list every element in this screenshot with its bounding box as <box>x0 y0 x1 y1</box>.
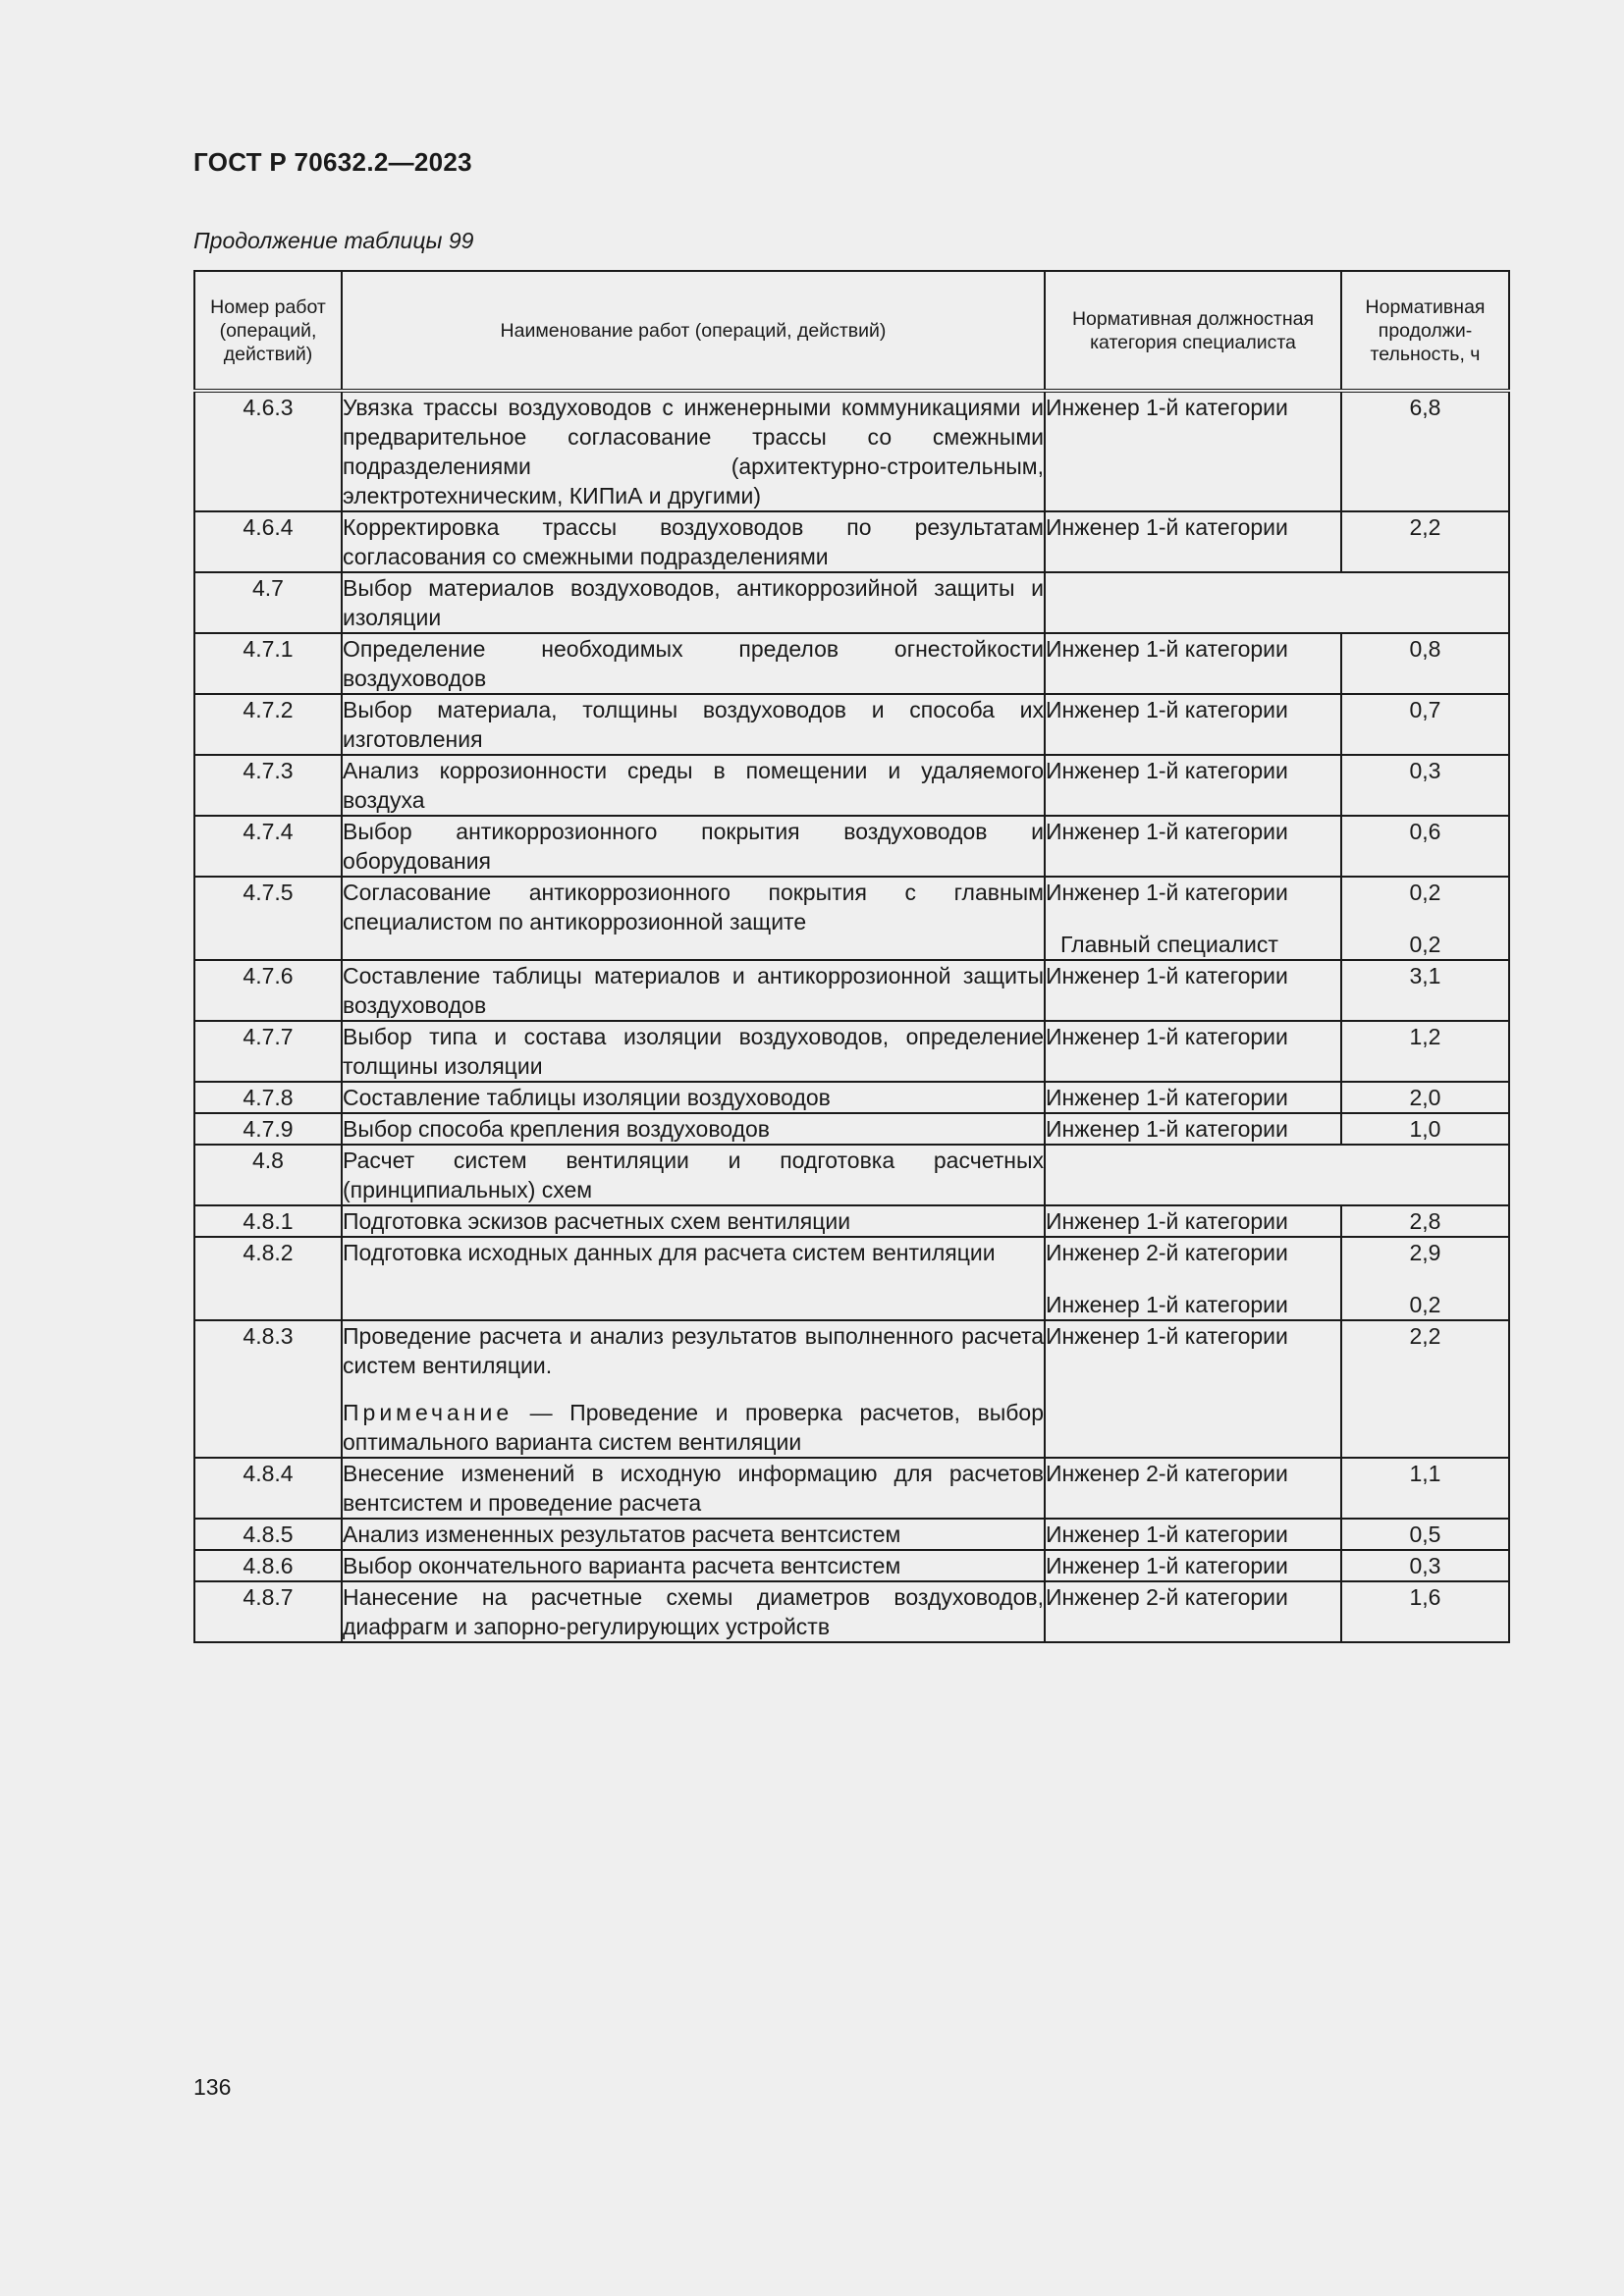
specialist-category: Инженер 2-й категории <box>1046 1584 1288 1610</box>
page-number: 136 <box>193 2074 232 2100</box>
table-row <box>194 633 1509 694</box>
duration-cell <box>1341 391 1509 511</box>
duration-value: 2,0 <box>1409 1085 1441 1110</box>
work-name-text: Анализ коррозионности среды в помещении и удаляемого воздуха <box>343 758 1044 813</box>
duration-cell <box>1341 694 1509 755</box>
table-row <box>194 816 1509 877</box>
table-row <box>194 1550 1509 1581</box>
duration-value: 0,2 <box>1409 1292 1441 1317</box>
work-number-cell: 4.8.6 <box>194 1550 342 1581</box>
specialist-category: Инженер 1-й категории <box>1046 880 1288 905</box>
work-name-cell <box>342 572 1045 633</box>
work-name-text: Выбор окончательного варианта расчета вентсистем <box>343 1553 901 1578</box>
work-name-cell <box>342 1519 1045 1550</box>
work-number-cell: 4.7.1 <box>194 633 342 694</box>
group-empty-cell <box>1045 1145 1509 1205</box>
work-name-text: Увязка трассы воздуховодов с инженерными коммуникациями и предварительное согласование трассы со смежными подразделениями (архитектурно-строительным, электротехническим, КИПиА и другими) <box>343 395 1044 508</box>
duration-value: 0,3 <box>1409 758 1441 783</box>
table-row <box>194 755 1509 816</box>
work-number-cell: 4.7 <box>194 572 342 633</box>
work-name-cell <box>342 633 1045 694</box>
specialist-category-cell <box>1045 877 1341 960</box>
table-row <box>194 877 1509 960</box>
work-name-text: Нанесение на расчетные схемы диаметров воздуховодов, диафрагм и запорно-регулирующих устройств <box>343 1584 1044 1639</box>
work-norms-table <box>193 270 1510 1643</box>
work-name-text: Подготовка эскизов расчетных схем вентиляции <box>343 1208 851 1234</box>
specialist-category-cell <box>1045 1205 1341 1237</box>
work-number-cell: 4.6.4 <box>194 511 342 572</box>
specialist-category: Инженер 1-й категории <box>1046 636 1288 662</box>
duration-cell <box>1341 1519 1509 1550</box>
specialist-category-cell <box>1045 960 1341 1021</box>
duration-value: 0,2 <box>1409 932 1441 957</box>
duration-value: 2,2 <box>1409 514 1441 540</box>
specialist-category: Инженер 1-й категории <box>1046 963 1288 988</box>
duration-cell <box>1341 511 1509 572</box>
work-name-cell <box>342 1113 1045 1145</box>
specialist-category: Инженер 1-й категории <box>1046 758 1288 783</box>
table-row <box>194 1021 1509 1082</box>
specialist-category-cell <box>1045 1082 1341 1113</box>
duration-cell <box>1341 1113 1509 1145</box>
work-number-cell: 4.7.2 <box>194 694 342 755</box>
work-name-cell <box>342 1205 1045 1237</box>
work-name-cell <box>342 877 1045 960</box>
duration-cell <box>1341 877 1509 960</box>
duration-value: 0,7 <box>1409 697 1441 722</box>
specialist-category: Инженер 2-й категории <box>1046 1240 1288 1265</box>
work-number-cell: 4.8.5 <box>194 1519 342 1550</box>
duration-value: 3,1 <box>1409 963 1441 988</box>
work-name-text: Внесение изменений в исходную информацию для расчетов вентсистем и проведение расчета <box>343 1461 1044 1516</box>
duration-value: 6,8 <box>1409 395 1441 420</box>
specialist-category-cell <box>1045 694 1341 755</box>
specialist-category-cell <box>1045 816 1341 877</box>
specialist-category-cell <box>1045 633 1341 694</box>
work-name-cell <box>342 1458 1045 1519</box>
duration-value: 0,2 <box>1409 880 1441 905</box>
work-name-text: Корректировка трассы воздуховодов по результатам согласования со смежными подразделениями <box>343 514 1044 569</box>
work-name-cell <box>342 511 1045 572</box>
table-row <box>194 694 1509 755</box>
duration-value: 0,6 <box>1409 819 1441 844</box>
work-number-cell: 4.8.4 <box>194 1458 342 1519</box>
work-name-cell <box>342 1021 1045 1082</box>
duration-cell <box>1341 755 1509 816</box>
work-name-cell <box>342 694 1045 755</box>
duration-value: 0,8 <box>1409 636 1441 662</box>
work-name-cell <box>342 391 1045 511</box>
work-name-text: Согласование антикоррозионного покрытия с главным специалистом по антикоррозионной защите <box>343 880 1044 934</box>
specialist-category: Инженер 1-й категории <box>1046 1323 1288 1349</box>
specialist-category-cell <box>1045 511 1341 572</box>
work-name-cell <box>342 1082 1045 1113</box>
specialist-category: Главный специалист <box>1060 932 1278 957</box>
work-name-text: Выбор антикоррозионного покрытия воздуховодов и оборудования <box>343 819 1044 874</box>
table-row <box>194 1320 1509 1458</box>
work-name-text: Составление таблицы изоляции воздуховодов <box>343 1085 831 1110</box>
work-name-text: Подготовка исходных данных для расчета систем вентиляции <box>343 1240 996 1265</box>
duration-value: 2,2 <box>1409 1323 1441 1349</box>
specialist-category-cell <box>1045 1320 1341 1458</box>
work-number-cell: 4.7.6 <box>194 960 342 1021</box>
duration-value: 0,3 <box>1409 1553 1441 1578</box>
work-name-cell <box>342 960 1045 1021</box>
work-name-text: Расчет систем вентиляции и подготовка расчетных (принципиальных) схем <box>343 1148 1044 1202</box>
duration-cell <box>1341 633 1509 694</box>
specialist-category: Инженер 1-й категории <box>1046 1085 1288 1110</box>
duration-cell <box>1341 1205 1509 1237</box>
duration-value: 1,2 <box>1409 1024 1441 1049</box>
table-row <box>194 1113 1509 1145</box>
work-number-cell: 4.8.2 <box>194 1237 342 1320</box>
specialist-category-cell <box>1045 1021 1341 1082</box>
duration-value: 1,0 <box>1409 1116 1441 1142</box>
duration-cell <box>1341 816 1509 877</box>
table-row <box>194 1458 1509 1519</box>
specialist-category: Инженер 1-й категории <box>1046 395 1288 420</box>
specialist-category: Инженер 1-й категории <box>1046 819 1288 844</box>
work-name-text: Выбор способа крепления воздуховодов <box>343 1116 771 1142</box>
work-name-cell <box>342 755 1045 816</box>
work-name-cell <box>342 1145 1045 1205</box>
work-name-text: Выбор материала, толщины воздуховодов и способа их изготовления <box>343 697 1044 752</box>
specialist-category: Инженер 1-й категории <box>1046 1208 1288 1234</box>
work-name-cell <box>342 1320 1045 1458</box>
group-empty-cell <box>1045 572 1509 633</box>
table-row <box>194 1581 1509 1642</box>
duration-value: 0,5 <box>1409 1522 1441 1547</box>
specialist-category-cell <box>1045 391 1341 511</box>
header-duration: Нормативная продолжи-тельность, ч <box>1341 271 1509 391</box>
duration-cell <box>1341 1082 1509 1113</box>
table-header-row <box>194 271 1509 391</box>
work-number-cell: 4.7.3 <box>194 755 342 816</box>
work-number-cell: 4.8 <box>194 1145 342 1205</box>
specialist-category: Инженер 1-й категории <box>1046 514 1288 540</box>
specialist-category-cell <box>1045 1519 1341 1550</box>
specialist-category: Инженер 1-й категории <box>1046 1292 1288 1317</box>
specialist-category: Инженер 1-й категории <box>1046 1024 1288 1049</box>
specialist-category-cell <box>1045 1237 1341 1320</box>
work-number-cell: 4.8.1 <box>194 1205 342 1237</box>
work-name-text: Проведение расчета и анализ результатов выполненного расчета систем вентиляции. <box>343 1323 1044 1378</box>
header-work-number: Номер работ (операций, действий) <box>194 271 342 391</box>
specialist-category: Инженер 1-й категории <box>1046 1522 1288 1547</box>
duration-cell <box>1341 960 1509 1021</box>
table-row <box>194 960 1509 1021</box>
work-number-cell: 4.7.7 <box>194 1021 342 1082</box>
document-header: ГОСТ Р 70632.2—2023 <box>193 147 472 177</box>
work-name-text: Выбор типа и состава изоляции воздуховодов, определение толщины изоляции <box>343 1024 1044 1079</box>
table-row <box>194 1237 1509 1320</box>
table-row <box>194 1082 1509 1113</box>
table-row <box>194 1519 1509 1550</box>
work-name-text: Определение необходимых пределов огнестойкости воздуховодов <box>343 636 1044 691</box>
specialist-category-cell <box>1045 1458 1341 1519</box>
duration-cell <box>1341 1320 1509 1458</box>
work-note <box>343 1398 1044 1457</box>
specialist-category-cell <box>1045 755 1341 816</box>
work-name-text: Выбор материалов воздуховодов, антикоррозийной защиты и изоляции <box>343 575 1044 630</box>
work-number-cell: 4.8.7 <box>194 1581 342 1642</box>
table-row <box>194 572 1509 633</box>
specialist-category: Инженер 2-й категории <box>1046 1461 1288 1486</box>
duration-cell <box>1341 1021 1509 1082</box>
work-name-cell <box>342 816 1045 877</box>
duration-cell <box>1341 1458 1509 1519</box>
work-name-cell <box>342 1581 1045 1642</box>
specialist-category-cell <box>1045 1550 1341 1581</box>
specialist-category: Инженер 1-й категории <box>1046 697 1288 722</box>
duration-value: 1,6 <box>1409 1584 1441 1610</box>
work-number-cell: 4.7.9 <box>194 1113 342 1145</box>
note-label: Примечание <box>343 1400 514 1425</box>
duration-cell <box>1341 1581 1509 1642</box>
specialist-category: Инженер 1-й категории <box>1046 1116 1288 1142</box>
table-row <box>194 1205 1509 1237</box>
header-work-name: Наименование работ (операций, действий) <box>342 271 1045 391</box>
work-number-cell: 4.7.8 <box>194 1082 342 1113</box>
specialist-category: Инженер 1-й категории <box>1046 1553 1288 1578</box>
work-name-cell <box>342 1237 1045 1320</box>
duration-value: 2,8 <box>1409 1208 1441 1234</box>
table-caption: Продолжение таблицы 99 <box>193 228 474 253</box>
specialist-category-cell <box>1045 1113 1341 1145</box>
note-text: — Проведение и проверка расчетов, выбор оптимального варианта систем вентиляции <box>343 1400 1044 1455</box>
table-row <box>194 391 1509 511</box>
work-number-cell: 4.7.5 <box>194 877 342 960</box>
work-number-cell: 4.6.3 <box>194 391 342 511</box>
table-row <box>194 1145 1509 1205</box>
work-name-text: Составление таблицы материалов и антикоррозионной защиты воздуховодов <box>343 963 1044 1018</box>
header-specialist-category: Нормативная должностная категория специалиста <box>1045 271 1341 391</box>
work-number-cell: 4.7.4 <box>194 816 342 877</box>
duration-cell <box>1341 1550 1509 1581</box>
work-number-cell: 4.8.3 <box>194 1320 342 1458</box>
duration-value: 1,1 <box>1409 1461 1441 1486</box>
work-name-cell <box>342 1550 1045 1581</box>
duration-cell <box>1341 1237 1509 1320</box>
duration-value: 2,9 <box>1409 1240 1441 1265</box>
table-row <box>194 511 1509 572</box>
work-name-text: Анализ измененных результатов расчета вентсистем <box>343 1522 901 1547</box>
specialist-category-cell <box>1045 1581 1341 1642</box>
